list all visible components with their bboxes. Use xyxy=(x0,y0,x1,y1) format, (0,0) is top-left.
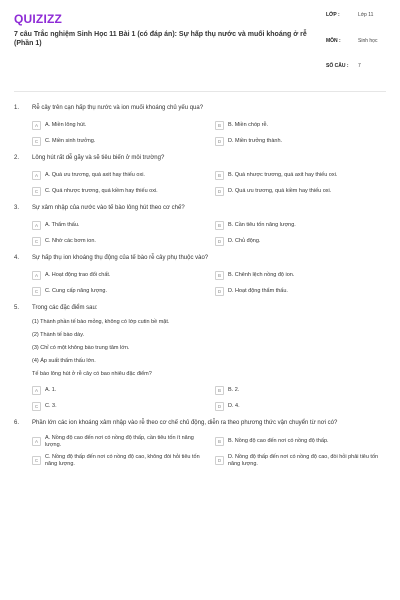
option-letter-badge: D xyxy=(215,137,224,146)
option-text: C. Miền sinh trưởng. xyxy=(45,137,96,144)
worksheet-header xyxy=(14,12,386,92)
answer-options xyxy=(32,435,386,467)
answer-option[interactable] xyxy=(215,236,386,246)
question-statement: (3) Chỉ có một không bào trung tâm lớn. xyxy=(32,345,130,351)
option-letter-badge: D xyxy=(215,456,224,465)
meta-label-subject: MÔN : xyxy=(326,37,341,44)
quizizz-logo: QUIZIZZ xyxy=(14,12,63,26)
meta-value-grade: Lớp 11 xyxy=(358,12,374,18)
option-text: D. Quá ưu trương, quá kiềm hay thiếu oxi. xyxy=(228,187,332,194)
answer-options xyxy=(32,220,386,246)
answer-option[interactable] xyxy=(32,120,203,130)
option-letter-badge: B xyxy=(215,271,224,280)
option-letter-badge: B xyxy=(215,221,224,230)
answer-option[interactable] xyxy=(32,401,203,411)
option-letter-badge: D xyxy=(215,187,224,196)
option-letter-badge: B xyxy=(215,437,224,446)
option-text: A. Quá ưu trương, quá axit hay thiếu oxi. xyxy=(45,171,145,178)
answer-option[interactable] xyxy=(215,170,386,180)
question-list xyxy=(14,92,386,467)
question-line xyxy=(14,254,386,263)
question-text: Trong các đặc điểm sau: xyxy=(32,305,98,311)
answer-option[interactable] xyxy=(32,385,203,395)
answer-option[interactable] xyxy=(215,435,386,448)
option-letter-badge: A xyxy=(32,271,41,280)
answer-option[interactable] xyxy=(32,270,203,280)
answer-option[interactable] xyxy=(32,435,203,448)
question-line xyxy=(14,419,386,428)
option-text: A. 1. xyxy=(45,386,57,393)
header-left xyxy=(14,12,324,83)
answer-option[interactable] xyxy=(215,186,386,196)
question-number: 3. xyxy=(14,205,20,211)
option-letter-badge: B xyxy=(215,386,224,395)
question-number: 1. xyxy=(14,105,20,111)
answer-option[interactable] xyxy=(215,120,386,130)
option-text: C. 3. xyxy=(45,402,57,409)
answer-option[interactable] xyxy=(215,385,386,395)
answer-option[interactable] xyxy=(215,220,386,230)
answer-option[interactable] xyxy=(32,220,203,230)
option-letter-badge: C xyxy=(32,402,41,411)
option-text: A. Hoạt động trao đổi chất. xyxy=(45,271,111,278)
option-text: C. Nồng độ thấp đến nơi có nồng độ cao, không đòi hỏi tiêu tốn năng lượng. xyxy=(45,454,200,467)
question-number: 5. xyxy=(14,305,20,311)
option-text: B. Nồng độ cao đến nơi có nồng độ thấp. xyxy=(228,438,329,445)
worksheet-meta xyxy=(326,12,386,83)
question-line xyxy=(14,104,386,113)
question-item xyxy=(14,204,386,246)
answer-option[interactable] xyxy=(215,454,386,467)
question-line xyxy=(14,304,386,313)
option-letter-badge: C xyxy=(32,187,41,196)
answer-option[interactable] xyxy=(32,286,203,296)
option-text: D. Miền trưởng thành. xyxy=(228,137,283,144)
question-line xyxy=(14,154,386,163)
question-item xyxy=(14,304,386,411)
option-letter-badge: D xyxy=(215,402,224,411)
option-text: A. Thẩm thấu. xyxy=(45,221,80,228)
question-item xyxy=(14,419,386,467)
option-letter-badge: A xyxy=(32,437,41,446)
option-letter-badge: C xyxy=(32,137,41,146)
question-statement: (1) Thành phần tế bào mỏng, không có lớp cutin bề mặt. xyxy=(32,319,170,325)
answer-option[interactable] xyxy=(32,454,203,467)
option-letter-badge: C xyxy=(32,456,41,465)
answer-option[interactable] xyxy=(32,136,203,146)
option-text: D. 4. xyxy=(228,402,240,409)
question-line xyxy=(14,204,386,213)
question-statement: (2) Thành tế bào dày. xyxy=(32,332,85,338)
option-text: D. Chủ động. xyxy=(228,237,261,244)
option-letter-badge: D xyxy=(215,287,224,296)
question-number: 2. xyxy=(14,155,20,161)
answer-option[interactable] xyxy=(215,270,386,280)
answer-options xyxy=(32,120,386,146)
option-text: C. Cung cấp năng lượng. xyxy=(45,287,108,294)
answer-option[interactable] xyxy=(215,136,386,146)
option-letter-badge: B xyxy=(215,171,224,180)
option-text: D. Hoạt động thẩm thấu. xyxy=(228,287,288,294)
question-text: Phần lớn các ion khoáng xâm nhập vào rễ theo cơ chế chủ động, diễn ra theo phương thức vận chuyển từ nơi có? xyxy=(32,420,338,426)
option-letter-badge: B xyxy=(215,121,224,130)
question-item xyxy=(14,104,386,146)
meta-value-subject: Sinh học xyxy=(358,37,378,44)
answer-options xyxy=(32,385,386,411)
option-letter-badge: D xyxy=(215,237,224,246)
question-number: 6. xyxy=(14,420,20,426)
option-letter-badge: A xyxy=(32,386,41,395)
option-letter-badge: C xyxy=(32,237,41,246)
meta-label-count: SỐ CÂU : xyxy=(326,63,349,70)
option-letter-badge: A xyxy=(32,171,41,180)
question-statement: Tế bào lông hút ở rễ cây có bao nhiêu đặc điểm? xyxy=(32,371,152,377)
answer-option[interactable] xyxy=(32,170,203,180)
answer-option[interactable] xyxy=(215,401,386,411)
answer-options xyxy=(32,270,386,296)
option-text: C. Nhờ các bơm ion. xyxy=(45,237,96,244)
question-text: Sự hấp thụ ion khoáng thụ động của tế bào rễ cây phụ thuộc vào? xyxy=(32,255,209,261)
meta-label-grade: LỚP : xyxy=(326,12,340,18)
option-letter-badge: C xyxy=(32,287,41,296)
option-text: A. Nồng độ cao đến nơi có nồng độ thấp, cần tiêu tốn ít năng lượng. xyxy=(45,435,194,448)
option-letter-badge: A xyxy=(32,221,41,230)
question-text: Lông hút rất dễ gãy và sẽ tiêu biến ở môi trường? xyxy=(32,155,165,161)
answer-option[interactable] xyxy=(32,186,203,196)
question-statement: (4) Áp suất thẩm thấu lớn. xyxy=(32,358,96,364)
option-letter-badge: A xyxy=(32,121,41,130)
question-item xyxy=(14,254,386,296)
meta-value-count: 7 xyxy=(358,63,361,70)
worksheet-title: 7 câu Trắc nghiệm Sinh Học 11 Bài 1 (có đáp án): Sự hấp thụ nước và muối khoáng ở rễ (Phần 1) xyxy=(14,31,307,47)
question-text: Sự xâm nhập của nước vào tế bào lông hút theo cơ chế? xyxy=(32,205,185,211)
answer-option[interactable] xyxy=(215,286,386,296)
answer-option[interactable] xyxy=(32,236,203,246)
question-number: 4. xyxy=(14,255,20,261)
option-text: B. Quá nhược trương, quá axit hay thiếu oxi. xyxy=(228,171,338,178)
option-text: B. 2. xyxy=(228,386,240,393)
option-text: B. Cần tiêu tốn năng lượng. xyxy=(228,221,296,228)
question-item xyxy=(14,154,386,196)
option-text: B. Miền chóp rễ. xyxy=(228,121,269,128)
option-text: A. Miền lông hút. xyxy=(45,121,87,128)
option-text: C. Quá nhược trương, quá kiềm hay thiếu oxi. xyxy=(45,187,158,194)
option-text: B. Chênh lệch nồng độ ion. xyxy=(228,271,295,278)
answer-options xyxy=(32,170,386,196)
question-text: Rễ cây trên cạn hấp thụ nước và ion muối khoáng chủ yếu qua? xyxy=(32,105,204,111)
option-text: D. Nồng độ thấp đến nơi có nồng độ cao, đòi hỏi phải tiêu tốn năng lượng. xyxy=(228,454,379,467)
